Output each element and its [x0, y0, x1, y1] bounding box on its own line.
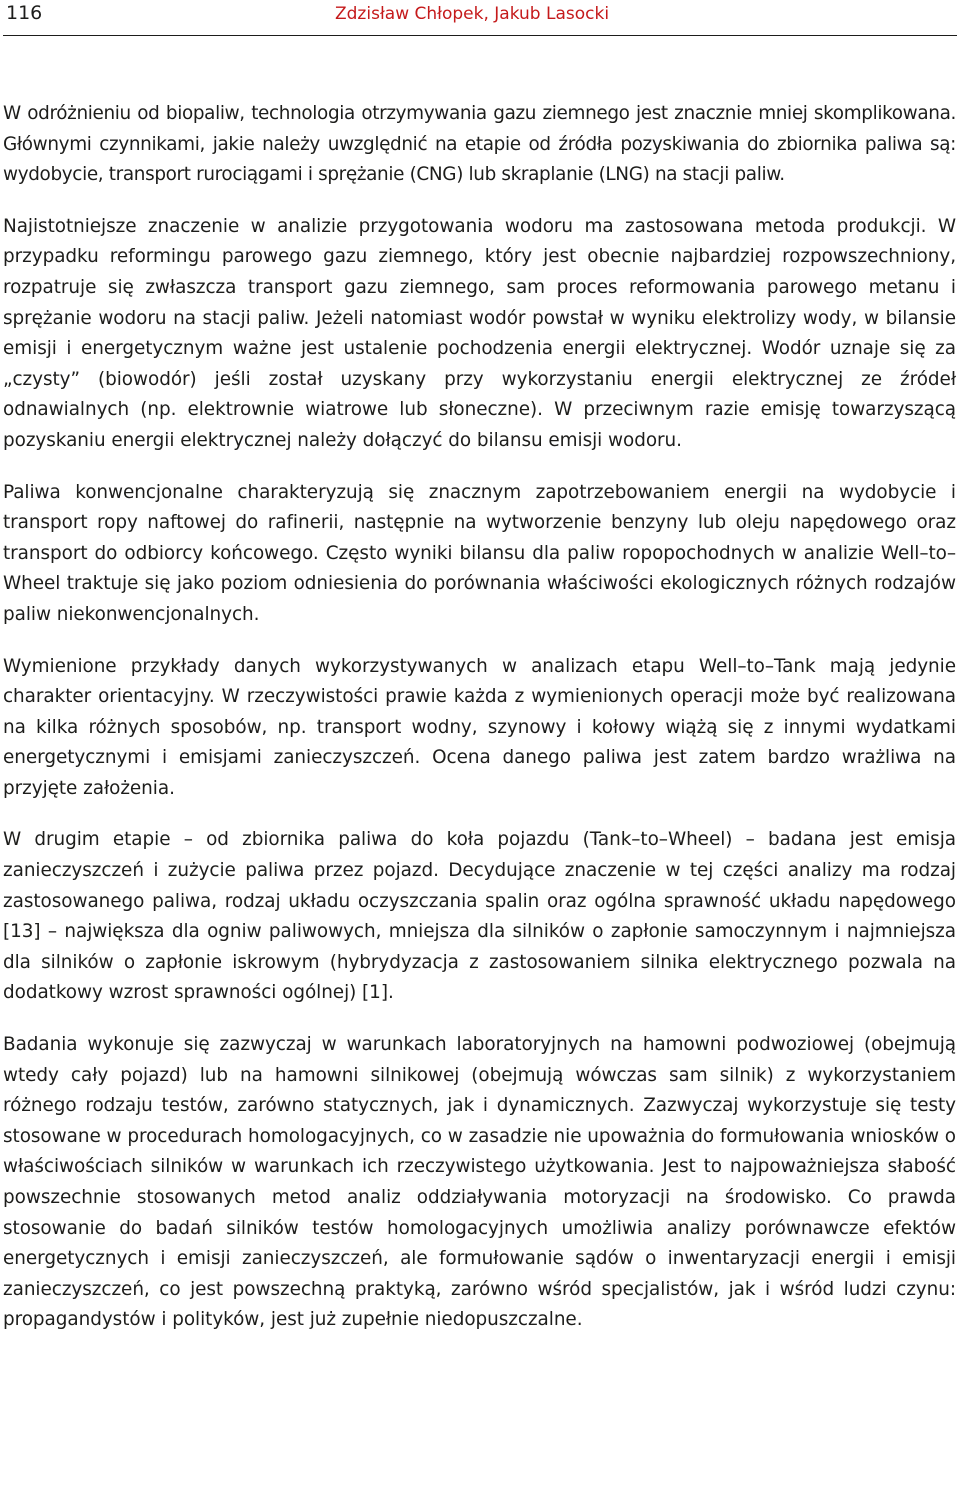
paragraph-tank-to-wheel: W drugim etapie – od zbiornika paliwa do koła pojazdu (Tank–to–Wheel) – badana jest emisja zanieczyszczeń i zużycie paliwa przez pojazd. Decydujące znaczenie w tej części analizy ma rodzaj zastosowanego paliwa, rodzaj układu oczyszczania spalin oraz ogólna sprawność układu napędowego [13] – największa dla ogniw paliwowych, mniejsza dla silników o zapłonie samoczynnym i najmniejsza dla silników o zapłonie iskrowym (hybrydyzacja z zastosowaniem silnika elektrycznego pozwala na dodatkowy wzrost sprawności ogólnej) [1]. — [3, 829, 956, 1004]
running-head-authors: Zdzisław Chłopek, Jakub Lasocki — [335, 4, 610, 24]
body-text — [3, 99, 956, 1336]
paragraph-natural-gas: W odróżnieniu od biopaliw, technologia otrzymywania gazu ziemnego jest znacznie mniej skomplikowana. Głównymi czynnikami, jakie należy uwzględnić na etapie od źródła pozyskiwania do zbiornika paliwa są: wydobycie, transport rurociągami i sprężanie (CNG) lub skraplanie (LNG) na stacji paliw. — [3, 103, 956, 186]
paragraph-well-to-tank: Wymienione przykłady danych wykorzystywanych w analizach etapu Well–to–Tank mają jedynie charakter orientacyjny. W rzeczywistości prawie każda z wymienionych operacji może być realizowana na kilka różnych sposobów, np. transport wodny, szynowy i kołowy wiążą się z innymi wydatkami energetycznymi i emisjami zanieczyszczeń. Ocena danego paliwa jest zatem bardzo wrażliwa na przyjęte założenia. — [3, 655, 956, 799]
page-number: 116 — [6, 2, 43, 24]
page-header — [3, 0, 957, 36]
header-divider — [3, 35, 957, 36]
paragraph-testing: Badania wykonuje się zazwyczaj w warunkach laboratoryjnych na hamowni podwoziowej (obejmują wtedy cały pojazd) lub na hamowni silnikowej (obejmują wówczas sam silnik) z wykorzystaniem różnego rodzaju testów, zarówno statycznych, jak i dynamicznych. Zazwyczaj wykorzystuje się testy stosowane w procedurach homologacyjnych, co w zasadzie nie upoważnia do formułowania wniosków o właściwościach silników w warunkach ich rzeczywistego użytkowania. Jest to najpoważniejsza słabość powszechnie stosowanych metod analiz oddziaływania motoryzacji na środowisko. Co prawda stosowanie do badań silników testów homologacyjnych umożliwia analizy porównawcze efektów energetycznych i emisji zanieczyszczeń, ale formułowanie sądów o inwentaryzacji energii i emisji zanieczyszczeń, co jest powszechną praktyką, zarówno wśród specjalistów, jak i wśród ludzi czynu: propagandystów i polityków, jest już zupełnie niedopuszczalne. — [3, 1034, 956, 1331]
paragraph-hydrogen: Najistotniejsze znaczenie w analizie przygotowania wodoru ma zastosowana metoda produkcji. W przypadku reformingu parowego gazu ziemnego, który jest obecnie najbardziej rozpowszechniony, rozpatruje się zwłaszcza transport gazu ziemnego, sam proces reformowania parowego metanu i sprężanie wodoru na stacji paliw. Jeżeli natomiast wodór powstał w wyniku elektrolizy wody, w bilansie emisji i energetycznym ważne jest ustalenie pochodzenia energii elektrycznej. Wodór uznaje się za „czysty” (biowodór) jeśli został uzyskany przy wykorzystaniu energii elektrycznej ze źródeł odnawialnych (np. elektrownie wiatrowe lub słoneczne). W przeciwnym razie emisję towarzyszącą pozyskaniu energii elektrycznej należy dołączyć do bilansu emisji wodoru. — [3, 215, 956, 451]
paragraph-conventional-fuels: Paliwa konwencjonalne charakteryzują się znacznym zapotrzebowaniem energii na wydobycie i transport ropy naftowej do rafinerii, następnie na wytworzenie benzyny lub oleju napędowego oraz transport do odbiorcy końcowego. Często wyniki bilansu dla paliw ropopochodnych w analizie Well–to–Wheel traktuje się jako poziom odniesienia do porównania właściwości ekologicznych różnych rodzajów paliw niekonwencjonalnych. — [3, 481, 956, 625]
